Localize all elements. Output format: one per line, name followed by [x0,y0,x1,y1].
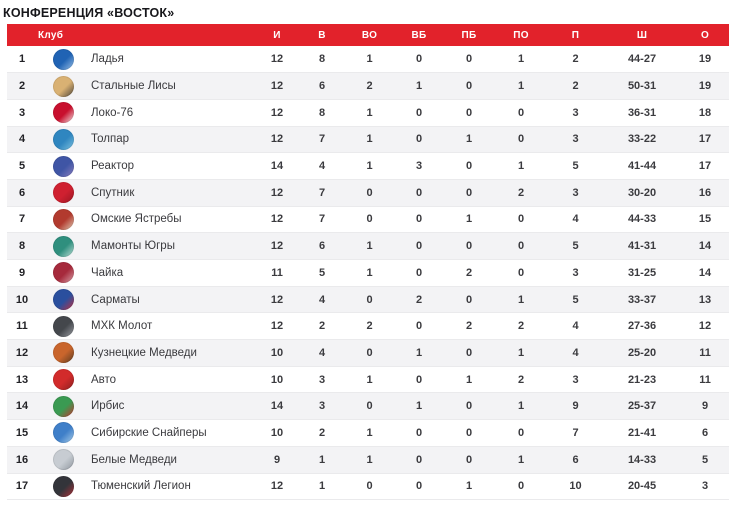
row-position: 8 [18,240,26,253]
page-title: КОНФЕРЕНЦИЯ «ВОСТОК» [3,6,175,20]
stat-wins_ot: 0 [366,213,373,226]
stat-goals: 41-44 [627,160,657,173]
row-position: 3 [18,106,26,119]
club-name-link[interactable]: Стальные Лисы [91,80,176,93]
stat-losses: 5 [572,240,579,253]
stat-losses_ot: 0 [517,426,525,439]
stat-points: 11 [699,373,711,386]
club-name-link[interactable]: Ирбис [91,400,125,413]
club-logo-cell [37,99,89,126]
stat-wins: 7 [318,213,326,226]
stat-losses_so: 1 [465,133,473,146]
stat-losses_ot: 1 [517,80,525,93]
stat-losses: 3 [572,186,579,199]
stat-wins: 8 [318,53,326,66]
table-row[interactable] [7,313,729,340]
table-row[interactable] [7,99,729,126]
stat-losses: 3 [572,266,579,279]
stat-wins: 4 [318,293,326,306]
stat-points: 19 [698,53,712,66]
club-logo-cell [37,393,89,420]
stat-wins_ot: 2 [366,80,373,93]
col-header-losses_ot: ПО [494,24,548,46]
stat-losses_ot: 2 [517,373,525,386]
stat-points: 14 [698,240,712,253]
stat-games: 10 [270,426,284,439]
row-position: 15 [15,426,29,439]
club-logo-cell [37,179,89,206]
stat-losses_so: 0 [465,106,473,119]
stat-losses: 5 [572,160,579,173]
club-name-link[interactable]: Спутник [91,186,135,199]
table-row[interactable] [7,473,729,500]
stat-losses: 3 [572,373,579,386]
row-position: 11 [16,320,28,333]
stat-wins: 6 [318,80,326,93]
club-logo-cell [37,286,89,313]
club-cell [89,126,255,153]
club-logo-cell [37,260,89,287]
stat-wins_ot: 1 [366,133,373,146]
stat-wins_ot: 0 [366,346,373,359]
stat-losses: 2 [572,80,579,93]
loko-76-club-logo [53,102,74,123]
club-logo-cell [37,366,89,393]
stat-games: 12 [270,106,284,119]
belye-medvedi-club-logo [53,449,74,470]
stat-wins: 2 [318,426,326,439]
stat-points: 11 [699,346,711,359]
stat-losses_ot: 0 [517,240,525,253]
stat-games: 14 [270,160,284,173]
stat-wins_ot: 2 [366,320,373,333]
stat-wins_so: 0 [415,106,423,119]
stat-wins: 7 [318,133,326,146]
tyumensky-legion-club-logo [53,476,74,497]
stat-losses_so: 0 [465,400,473,413]
stat-wins: 1 [318,480,326,493]
row-position: 2 [18,80,26,93]
col-header-wins_so: ВБ [394,24,444,46]
stat-wins_so: 0 [415,266,423,279]
stat-points: 19 [698,80,712,93]
club-logo-cell [37,446,89,473]
club-name-link[interactable]: Тюменский Легион [91,480,191,493]
mamonty-yugry-club-logo [53,236,74,257]
stat-goals: 44-33 [627,213,657,226]
stat-wins_ot: 1 [366,373,373,386]
stat-losses: 4 [572,346,579,359]
stat-goals: 30-20 [627,186,657,199]
stat-wins_so: 0 [415,186,423,199]
stat-points: 17 [698,160,712,173]
stat-games: 10 [270,346,284,359]
row-position: 6 [18,186,26,199]
stat-wins_ot: 1 [366,106,373,119]
row-position: 4 [18,133,26,146]
stat-wins_so: 0 [415,53,423,66]
stat-wins_so: 0 [415,213,423,226]
stat-goals: 20-45 [627,480,657,493]
table-row[interactable] [7,366,729,393]
stat-goals: 21-23 [627,373,657,386]
stat-wins_ot: 0 [366,480,373,493]
col-header-club: Клуб [7,24,255,46]
stat-wins: 2 [318,320,326,333]
club-cell [89,393,255,420]
club-name-link[interactable]: МХК Молот [91,320,153,333]
stat-losses: 9 [572,400,579,413]
club-logo-cell [37,126,89,153]
club-name-link[interactable]: Сарматы [91,293,140,306]
club-cell [89,206,255,233]
stat-losses_ot: 0 [517,213,525,226]
stat-losses_so: 0 [465,53,473,66]
row-position: 14 [15,400,29,413]
stat-points: 13 [698,293,712,306]
stat-losses_ot: 2 [517,320,525,333]
club-name-link[interactable]: Ладья [91,53,124,66]
row-position: 10 [15,293,29,306]
stat-wins_so: 3 [415,160,423,173]
stat-losses: 10 [569,480,582,493]
club-logo-cell [37,420,89,447]
table-row[interactable] [7,73,729,100]
club-logo-cell [37,153,89,180]
col-header-losses: П [548,24,603,46]
stat-games: 12 [270,186,284,199]
stat-wins: 1 [318,453,326,466]
club-logo-cell [37,206,89,233]
stat-games: 12 [270,480,284,493]
stat-wins_ot: 1 [366,53,373,66]
stat-games: 12 [270,240,284,253]
stat-wins_so: 0 [415,453,423,466]
tolpar-club-logo [53,129,74,150]
table-body [7,46,729,500]
stat-wins: 6 [318,240,326,253]
row-position: 7 [18,213,26,226]
table-row[interactable] [7,340,729,367]
stat-wins_ot: 1 [366,240,373,253]
stat-wins: 3 [318,400,326,413]
stat-losses: 7 [572,426,579,439]
col-header-points: О [681,24,729,46]
stat-losses_ot: 0 [517,480,525,493]
stat-wins_ot: 1 [366,160,373,173]
table-row[interactable] [7,393,729,420]
club-cell [89,313,255,340]
stat-losses: 2 [572,53,579,66]
row-position: 5 [18,160,26,173]
row-position: 9 [18,266,26,279]
stat-losses_so: 0 [465,240,473,253]
stat-wins: 7 [318,186,326,199]
stat-points: 18 [698,106,712,119]
stat-losses_ot: 1 [517,453,525,466]
club-name-link[interactable]: Сибирские Снайперы [91,426,207,439]
col-header-wins_ot: ВО [345,24,394,46]
col-header-wins: В [299,24,345,46]
stat-losses_ot: 1 [517,400,525,413]
stat-losses_so: 1 [465,480,473,493]
stat-losses_ot: 0 [517,266,525,279]
club-name-link[interactable]: Локо-76 [91,106,134,119]
stat-losses_so: 2 [465,266,473,279]
club-name-link[interactable]: Чайка [91,266,124,279]
stat-points: 17 [698,133,712,146]
club-name-link[interactable]: Омские Ястребы [91,213,182,226]
table-row[interactable] [7,233,729,260]
club-cell [89,99,255,126]
stat-wins: 4 [318,160,326,173]
stat-wins_so: 0 [415,133,423,146]
stat-wins_ot: 0 [366,186,373,199]
club-name-link[interactable]: Белые Медведи [91,453,177,466]
club-cell [89,473,255,500]
stat-points: 3 [701,480,709,493]
stat-games: 10 [270,373,284,386]
stat-games: 12 [270,213,284,226]
stat-goals: 14-33 [627,453,657,466]
stat-goals: 21-41 [627,426,657,439]
stat-games: 9 [273,453,281,466]
stat-goals: 33-22 [627,133,657,146]
table-row[interactable] [7,260,729,287]
stat-losses: 3 [572,106,579,119]
stat-wins: 5 [318,266,326,279]
stat-points: 9 [701,400,709,413]
stat-goals: 41-31 [627,240,657,253]
sibirskie-snaypery-club-logo [53,422,74,443]
table-row[interactable] [7,206,729,233]
club-logo-cell [37,313,89,340]
stat-wins_ot: 0 [366,400,373,413]
reaktor-club-logo [53,156,74,177]
stat-losses_ot: 0 [517,133,525,146]
stat-losses_so: 0 [465,426,473,439]
col-header-losses_so: ПБ [444,24,494,46]
stat-wins_so: 0 [415,320,423,333]
club-cell [89,260,255,287]
stat-losses: 5 [572,293,579,306]
club-cell [89,179,255,206]
club-logo-cell [37,233,89,260]
stat-points: 12 [698,320,712,333]
stat-games: 12 [270,133,284,146]
club-cell [89,153,255,180]
club-logo-cell [37,73,89,100]
stat-games: 12 [270,320,284,333]
club-cell [89,286,255,313]
stat-games: 12 [270,53,284,66]
chayka-club-logo [53,262,74,283]
row-position: 17 [15,480,29,493]
stat-goals: 50-31 [627,80,657,93]
stat-goals: 31-25 [627,266,657,279]
stat-wins_so: 0 [415,240,423,253]
stat-games: 14 [270,400,284,413]
club-cell [89,420,255,447]
stat-wins_ot: 1 [366,266,373,279]
stat-wins: 8 [318,106,326,119]
standings-table [7,24,729,500]
stat-games: 11 [271,266,283,279]
table-row[interactable] [7,179,729,206]
avto-club-logo [53,369,74,390]
stat-losses_ot: 0 [517,106,525,119]
row-position: 13 [15,373,29,386]
stat-losses: 4 [572,213,579,226]
table-row[interactable] [7,446,729,473]
stat-losses_so: 0 [465,346,473,359]
stat-losses: 3 [572,133,579,146]
stat-points: 16 [698,186,712,199]
club-logo-cell [37,46,89,73]
stat-games: 12 [270,80,284,93]
stat-losses_so: 1 [465,213,473,226]
stat-losses_ot: 1 [517,160,525,173]
stat-wins_ot: 0 [366,293,373,306]
stat-losses_ot: 1 [517,293,525,306]
stat-losses: 4 [572,320,579,333]
club-logo-cell [37,340,89,367]
mhk-molot-club-logo [53,316,74,337]
row-position: 1 [18,53,26,66]
stat-goals: 36-31 [627,106,657,119]
stat-points: 6 [701,426,709,439]
omskie-yastreby-club-logo [53,209,74,230]
club-cell [89,340,255,367]
row-position: 12 [15,346,29,359]
stat-losses_so: 2 [465,320,473,333]
club-cell [89,233,255,260]
stat-wins: 4 [318,346,326,359]
kuznetskie-medvedi-club-logo [53,342,74,363]
stat-wins_so: 1 [415,400,423,413]
ladya-club-logo [53,49,74,70]
stat-goals: 25-20 [627,346,657,359]
stat-wins: 3 [318,373,326,386]
stat-losses_ot: 1 [517,53,525,66]
club-name-link[interactable]: Кузнецкие Медведи [91,346,197,359]
table-row[interactable] [7,126,729,153]
stat-goals: 44-27 [627,53,657,66]
stat-wins_so: 0 [415,426,423,439]
sarmaty-club-logo [53,289,74,310]
table-row[interactable] [7,46,729,73]
club-logo-cell [37,473,89,500]
sputnik-club-logo [53,182,74,203]
stat-losses_so: 0 [465,186,473,199]
stat-losses_ot: 1 [517,346,525,359]
club-cell [89,366,255,393]
club-cell [89,73,255,100]
table-row[interactable] [7,420,729,447]
stat-losses_so: 0 [465,80,473,93]
stat-games: 12 [270,293,284,306]
stat-wins_so: 0 [415,480,423,493]
irbis-club-logo [53,396,74,417]
stat-losses_so: 0 [465,293,473,306]
col-header-games: И [255,24,299,46]
club-name-link[interactable]: Авто [91,373,117,386]
col-header-goals: Ш [603,24,681,46]
stat-losses_so: 0 [465,160,473,173]
stat-goals: 33-37 [627,293,657,306]
stat-losses: 6 [572,453,579,466]
stat-points: 14 [698,266,712,279]
stat-losses_so: 1 [465,373,473,386]
table-header-row [7,24,729,46]
stat-goals: 27-36 [627,320,657,333]
stat-wins_ot: 1 [366,453,373,466]
stat-wins_ot: 1 [366,426,373,439]
row-position: 16 [15,453,29,466]
stalnye-lisy-club-logo [53,76,74,97]
club-name-link[interactable]: Мамонты Югры [91,240,175,253]
table-row[interactable] [7,153,729,180]
stat-wins_so: 2 [415,293,423,306]
club-name-link[interactable]: Толпар [91,133,129,146]
club-cell [89,46,255,73]
stat-losses_ot: 2 [517,186,525,199]
stat-wins_so: 1 [415,346,423,359]
club-cell [89,446,255,473]
stat-losses_so: 0 [465,453,473,466]
stat-wins_so: 1 [415,80,423,93]
stat-points: 5 [701,453,709,466]
stat-goals: 25-37 [627,400,657,413]
club-name-link[interactable]: Реактор [91,160,135,173]
table-row[interactable] [7,286,729,313]
stat-wins_so: 0 [415,373,423,386]
stat-points: 15 [698,213,712,226]
